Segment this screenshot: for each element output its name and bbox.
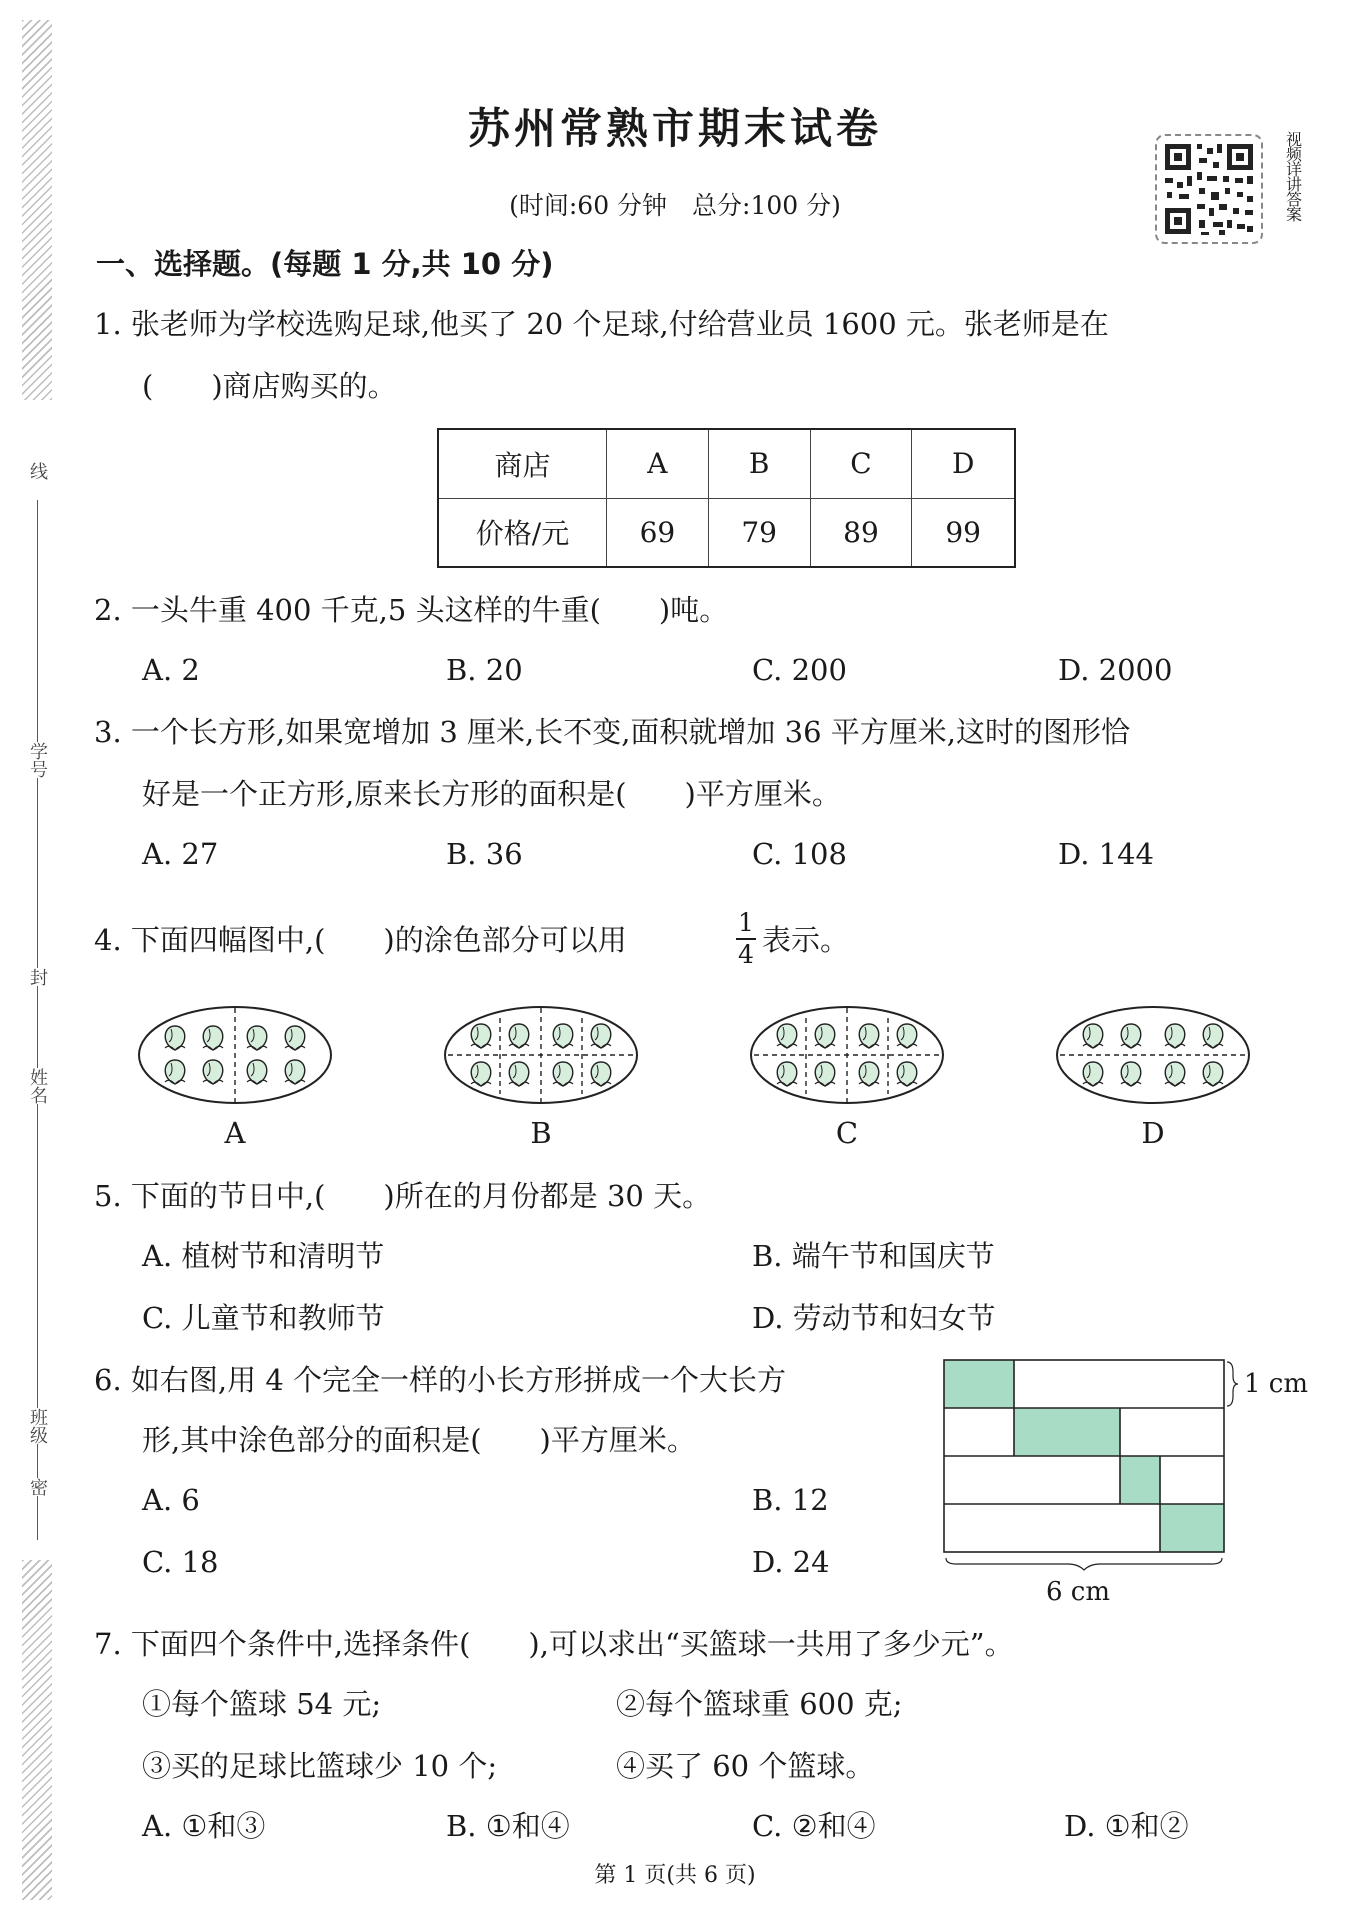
q7-option-a: A. ①和③: [142, 1809, 266, 1843]
q4-text-before: 4. 下面四幅图中,( )的涂色部分可以用: [94, 923, 627, 957]
table-cell: 99: [912, 498, 1015, 567]
q6-option-d: D. 24: [752, 1545, 830, 1579]
price-table-header-row: [438, 429, 1015, 498]
qr-code-graphic: [1157, 136, 1261, 242]
q3-option-c: C. 108: [752, 837, 847, 871]
section-title: 一、选择题。(每题 1 分,共 10 分): [96, 247, 554, 281]
q5-option-a: A. 植树节和清明节: [142, 1239, 385, 1273]
q6-option-c: C. 18: [142, 1545, 219, 1579]
q4-label-c: C: [835, 1116, 859, 1150]
margin-seal-mark: 封: [24, 968, 50, 986]
q6-height-label: 1 cm: [1244, 1369, 1309, 1399]
q6-figure: [940, 1350, 1240, 1590]
q4-figures: [130, 1000, 1260, 1110]
q4-fraction-numerator: 1: [738, 908, 754, 937]
q4-label-d: D: [1141, 1116, 1165, 1150]
q7-condition-1: ①每个篮球 54 元;: [142, 1687, 382, 1721]
margin-hatch-bottom: [22, 1560, 52, 1900]
q7-option-b: B. ①和④: [446, 1809, 570, 1843]
q6-line1: 6. 如右图,用 4 个完全一样的小长方形拼成一个大长方: [94, 1363, 786, 1397]
page-number: 第 1 页(共 6 页): [594, 1863, 756, 1888]
q7-line1: 7. 下面四个条件中,选择条件( ),可以求出“买篮球一共用了多少元”。: [94, 1627, 1014, 1661]
figure-c: [751, 1007, 943, 1103]
q5-option-b: B. 端午节和国庆节: [752, 1239, 995, 1273]
q4-label-a: A: [224, 1116, 246, 1150]
q1-line2: ( )商店购买的。: [142, 369, 397, 403]
q7-condition-2: ②每个篮球重 600 克;: [616, 1687, 903, 1721]
q6-option-a: A. 6: [142, 1483, 200, 1517]
table-cell: 79: [708, 498, 810, 567]
q7-condition-4: ④买了 60 个篮球。: [616, 1749, 875, 1783]
q5-text: 5. 下面的节日中,( )所在的月份都是 30 天。: [94, 1179, 712, 1213]
q5-option-d: D. 劳动节和妇女节: [752, 1301, 996, 1335]
q3-option-b: B. 36: [446, 837, 523, 871]
table-cell: 价格/元: [438, 498, 607, 567]
table-cell: C: [810, 429, 912, 498]
q2-option-b: B. 20: [446, 653, 523, 687]
q6-line2: 形,其中涂色部分的面积是( )平方厘米。: [142, 1423, 696, 1457]
price-table-value-row: [438, 498, 1015, 567]
q4-text-after: 表示。: [762, 923, 850, 957]
page-title: 苏州常熟市期末试卷: [467, 104, 882, 153]
margin-line-mark: 线: [24, 462, 50, 480]
q3-line1: 3. 一个长方形,如果宽增加 3 厘米,长不变,面积就增加 36 平方厘米,这时的图形恰: [94, 715, 1130, 749]
qr-code[interactable]: [1155, 134, 1263, 244]
q2-text: 2. 一头牛重 400 千克,5 头这样的牛重( )吨。: [94, 593, 729, 627]
q2-option-c: C. 200: [752, 653, 847, 687]
margin-class: 班级: [24, 1408, 50, 1444]
q6-width-label: 6 cm: [1046, 1577, 1111, 1607]
q4-fraction-denominator: 4: [738, 940, 754, 969]
figure-b: [445, 1007, 637, 1103]
q1-line1: 1. 张老师为学校选购足球,他买了 20 个足球,付给营业员 1600 元。张老师是在: [94, 307, 1109, 341]
margin-bind-mark: 密: [24, 1478, 50, 1496]
q7-option-c: C. ②和④: [752, 1809, 876, 1843]
q5-option-c: C. 儿童节和教师节: [142, 1301, 385, 1335]
table-cell: B: [708, 429, 810, 498]
q2-option-a: A. 2: [142, 653, 200, 687]
price-table: [437, 428, 1016, 568]
qr-caption: 视频详讲答案: [1285, 130, 1302, 224]
table-cell: 商店: [438, 429, 607, 498]
q7-condition-3: ③买的足球比篮球少 10 个;: [142, 1749, 498, 1783]
table-cell: 89: [810, 498, 912, 567]
figure-a: [139, 1007, 331, 1103]
q6-option-b: B. 12: [752, 1483, 829, 1517]
q7-option-d: D. ①和②: [1064, 1809, 1189, 1843]
q4-label-b: B: [530, 1116, 552, 1150]
table-cell: A: [607, 429, 709, 498]
margin-cut-line: [37, 500, 38, 1540]
figure-d: [1057, 1007, 1249, 1103]
margin-name: 姓名: [24, 1068, 50, 1104]
margin-school-no: 学号: [24, 742, 50, 778]
exam-info: (时间:60 分钟 总分:100 分): [509, 191, 841, 220]
q2-option-d: D. 2000: [1058, 653, 1173, 687]
table-cell: 69: [607, 498, 709, 567]
q3-line2: 好是一个正方形,原来长方形的面积是( )平方厘米。: [142, 777, 841, 811]
q3-option-d: D. 144: [1058, 837, 1155, 871]
table-cell: D: [912, 429, 1015, 498]
q3-option-a: A. 27: [142, 837, 219, 871]
